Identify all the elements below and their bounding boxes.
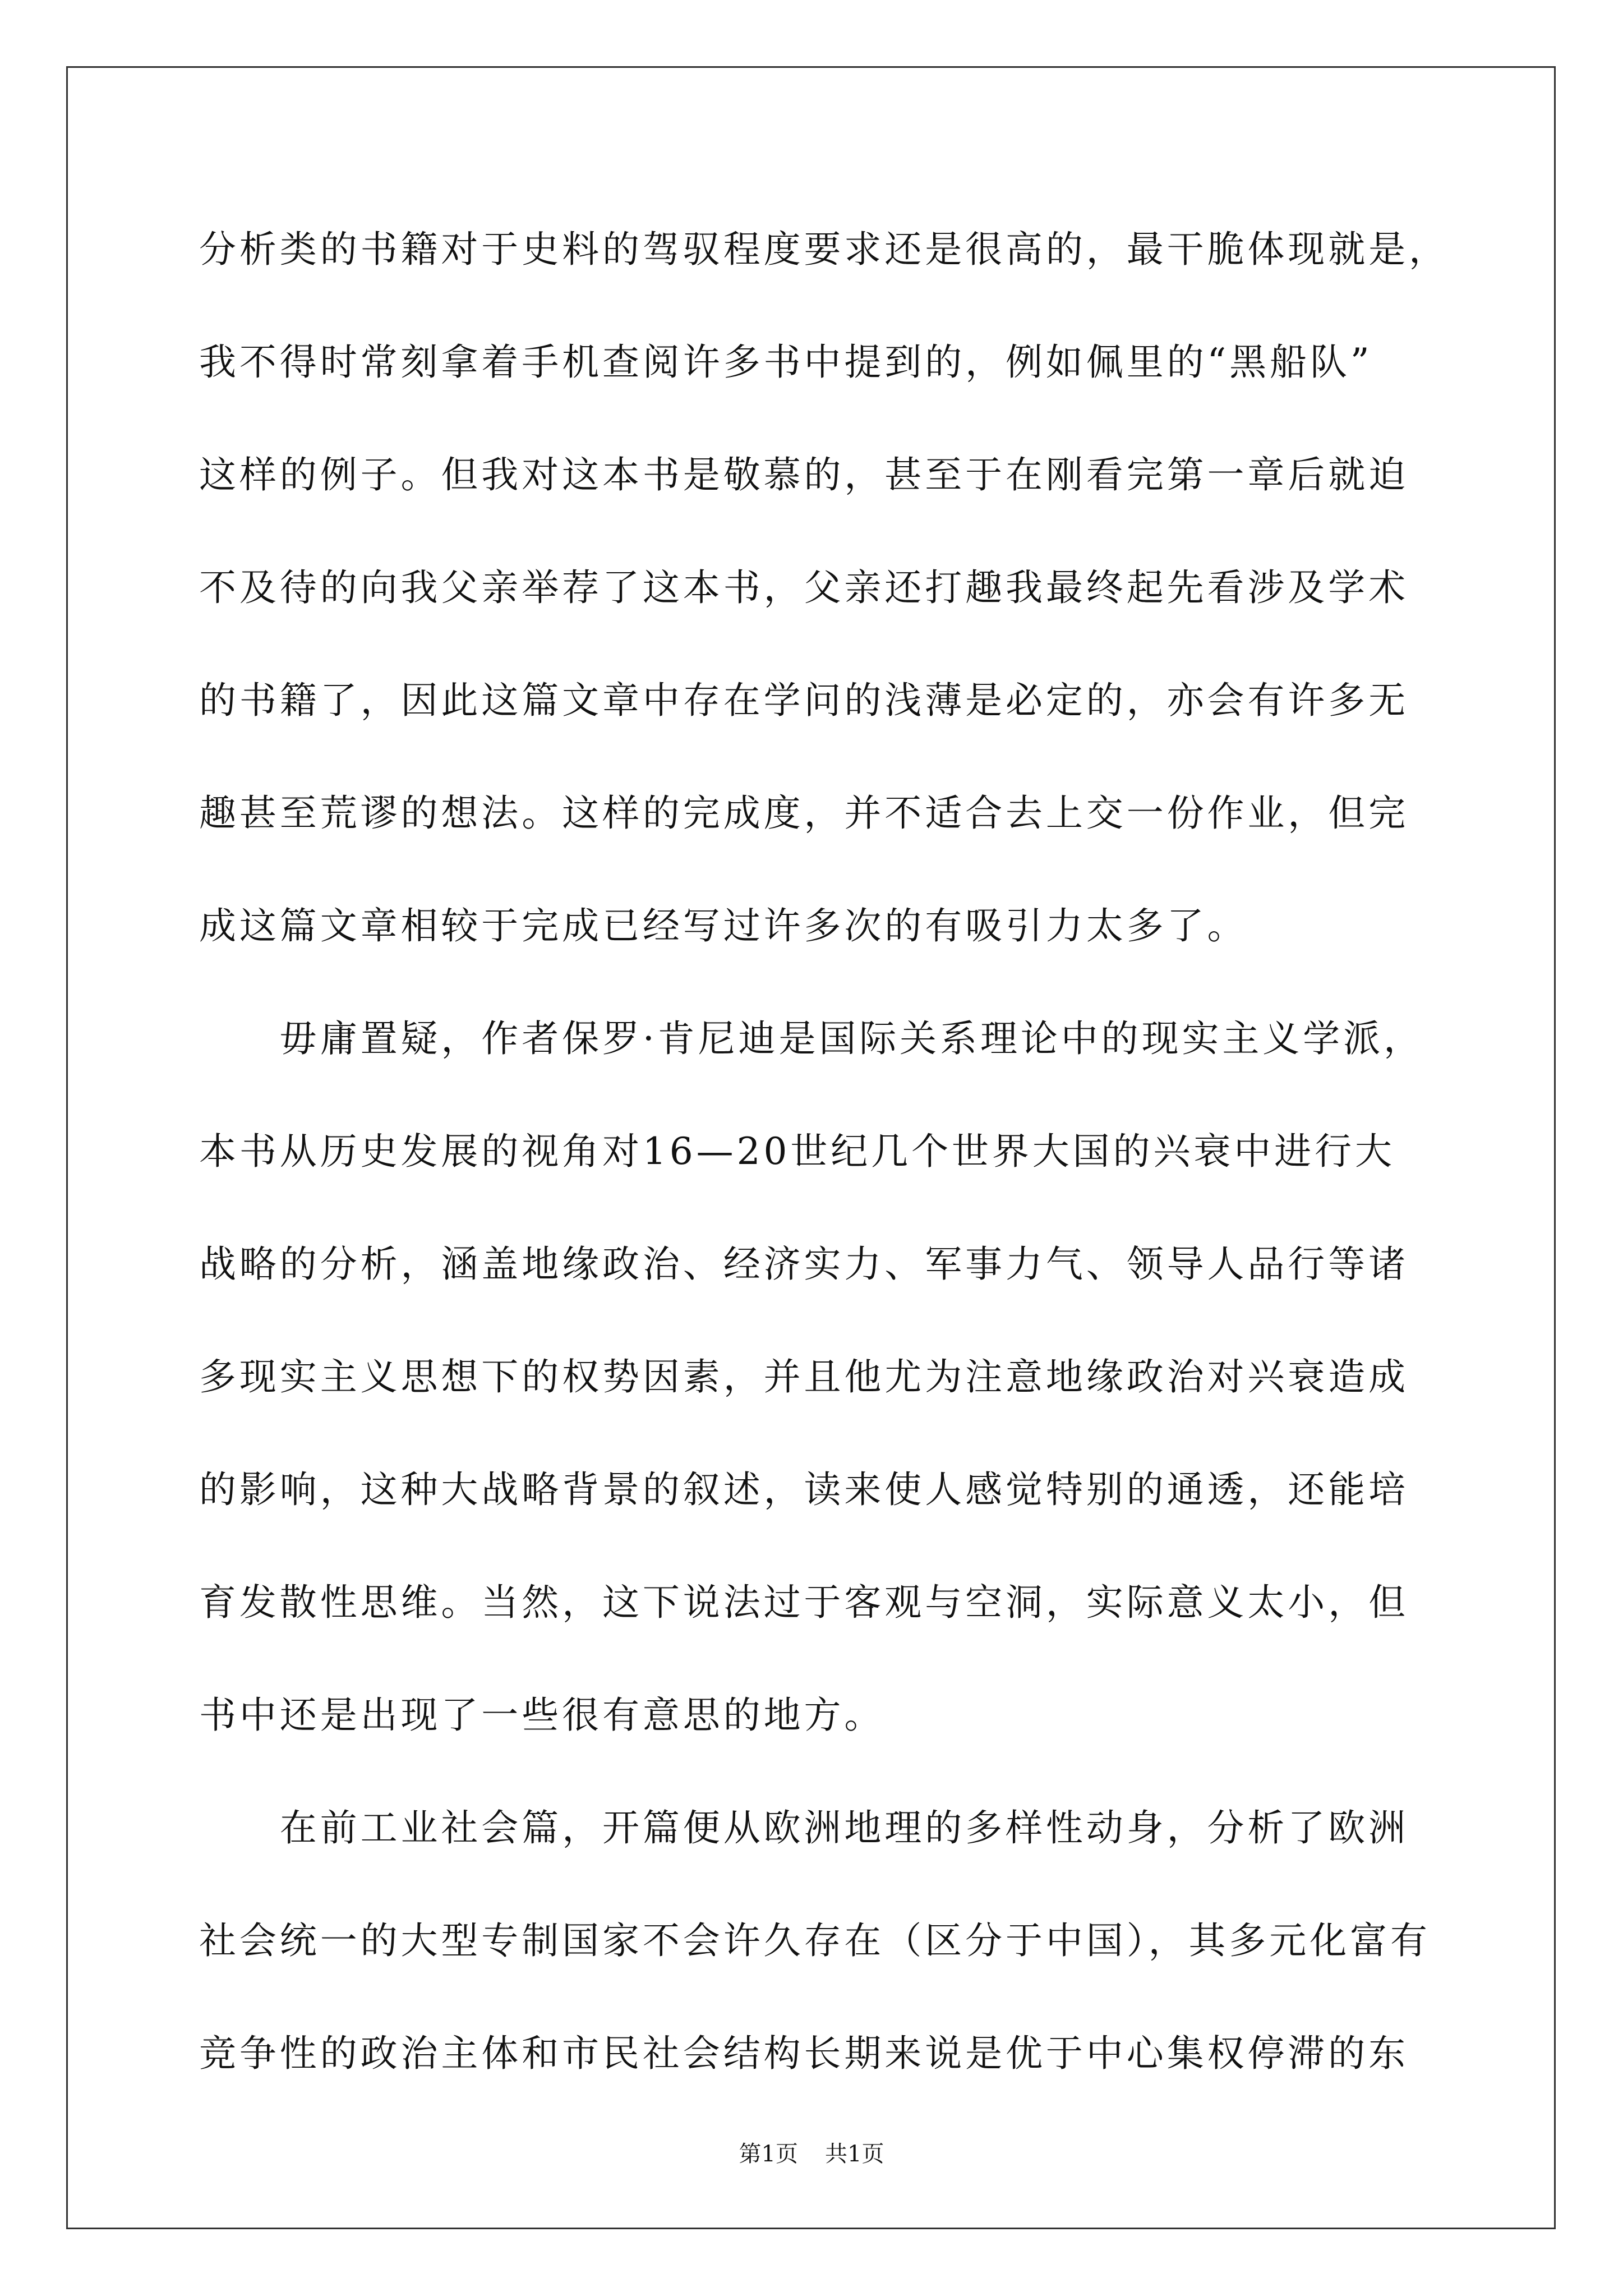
text-line: 社会统一的大型专制国家不会许久存在（区分于中国），其多元化富有	[199, 1919, 1431, 1962]
page-footer	[0, 2143, 1623, 2165]
text-line: 成这篇文章相较于完成已经写过许多次的有吸引力太多了。	[199, 904, 1248, 947]
text-line: 书中还是出现了一些很有意思的地方。	[199, 1694, 885, 1737]
text-line: 不及待的向我父亲举荐了这本书，父亲还打趣我最终起先看涉及学术	[199, 566, 1409, 609]
page-total: 共1页	[825, 2141, 884, 2167]
text-line: 分析类的书籍对于史料的驾驭程度要求还是很高的，最干脆体现就是，	[199, 228, 1449, 271]
text-line: 趣甚至荒谬的想法。这样的完成度，并不适合去上交一份作业，但完	[199, 792, 1409, 835]
text-line: 竞争性的政治主体和市民社会结构长期来说是优于中心集权停滞的东	[199, 2032, 1409, 2075]
text-line: 这样的例子。但我对这本书是敬慕的，甚至于在刚看完第一章后就迫	[199, 453, 1409, 496]
text-line: 的书籍了，因此这篇文章中存在学问的浅薄是必定的，亦会有许多无	[199, 679, 1409, 722]
text-line: 本书从历史发展的视角对16—20世纪几个世界大国的兴衰中进行大	[199, 1130, 1395, 1173]
text-line: 多现实主义思想下的权势因素，并且他尤为注意地缘政治对兴衰造成	[199, 1355, 1409, 1398]
text-line: 的影响，这种大战略背景的叙述，读来使人感觉特别的通透，还能培	[199, 1468, 1409, 1511]
text-line: 我不得时常刻拿着手机查阅许多书中提到的，例如佩里的“黑船队”	[199, 341, 1373, 384]
page-number: 第1页	[739, 2141, 798, 2167]
text-line: 育发散性思维。当然，这下说法过于客观与空洞，实际意义太小，但	[199, 1581, 1409, 1624]
text-line: 战略的分析，涵盖地缘政治、经济实力、军事力气、领导人品行等诸	[199, 1243, 1409, 1286]
text-line: 毋庸置疑，作者保罗·肯尼迪是国际关系理论中的现实主义学派，	[199, 1017, 1424, 1060]
text-line: 在前工业社会篇，开篇便从欧洲地理的多样性动身，分析了欧洲	[199, 1806, 1409, 1849]
